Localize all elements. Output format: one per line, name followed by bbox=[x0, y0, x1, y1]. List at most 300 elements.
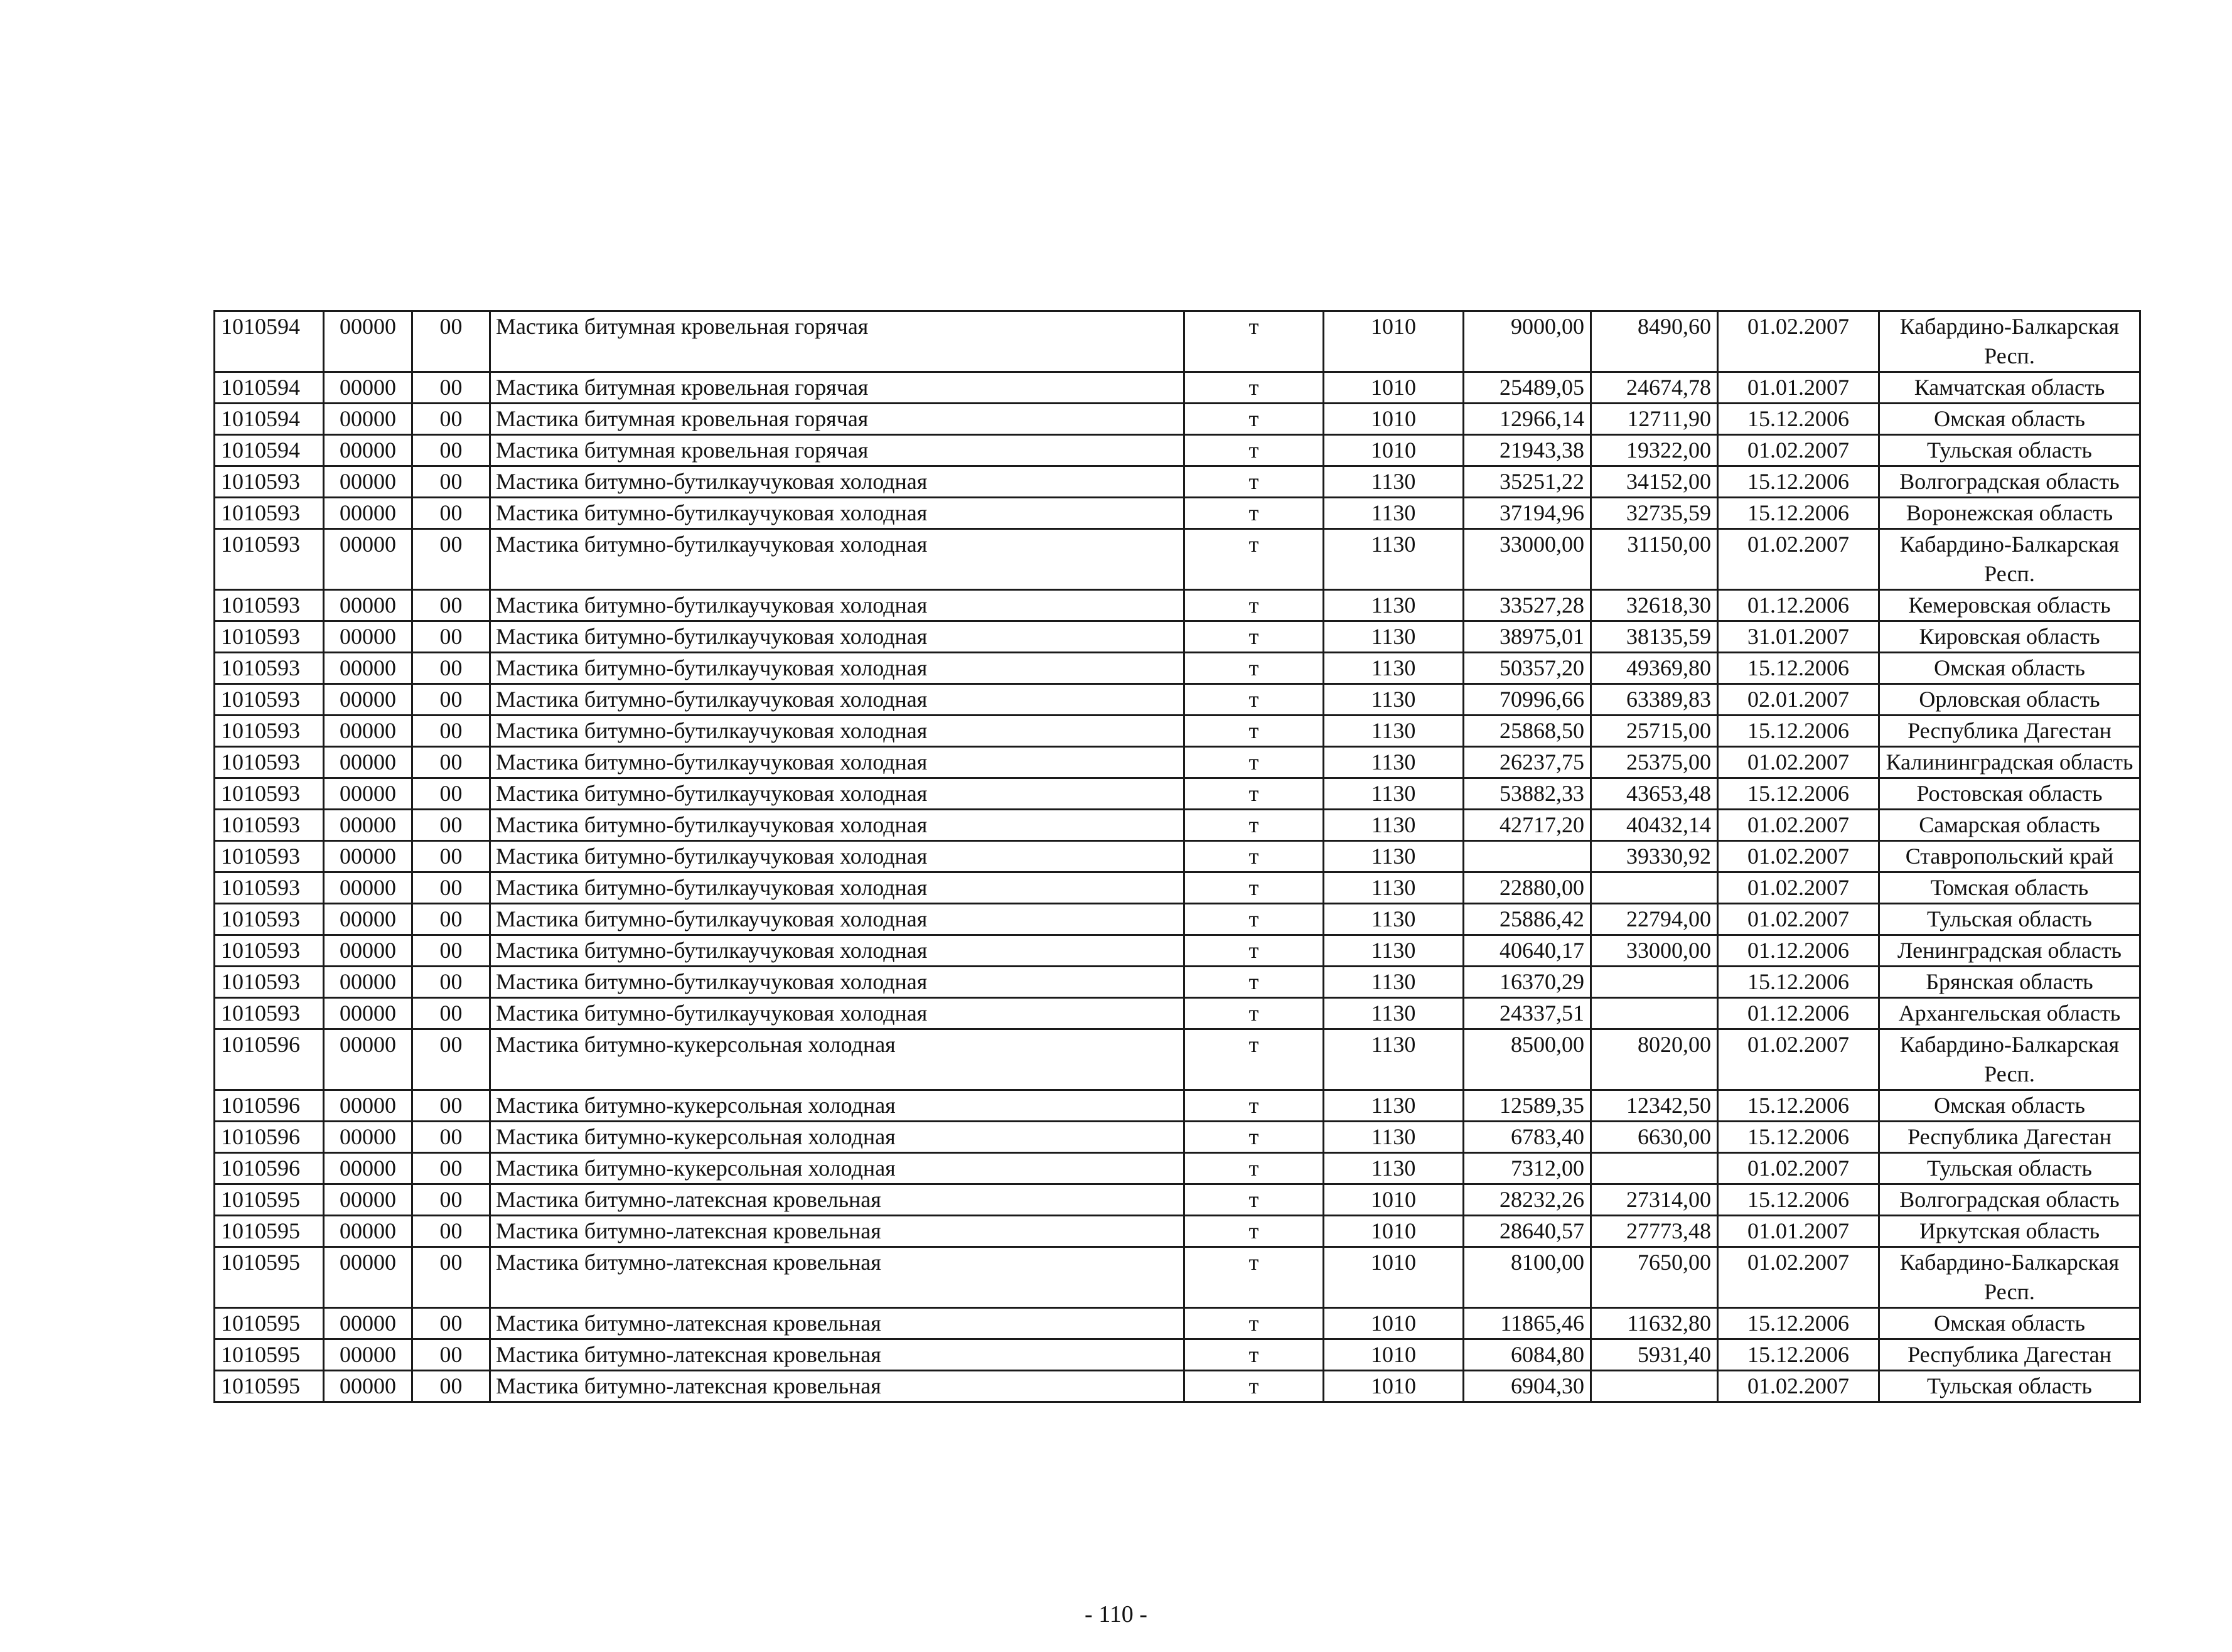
cell-price-2: 8490,60 bbox=[1591, 311, 1718, 372]
cell-code: 1010593 bbox=[215, 466, 324, 498]
cell-code: 1010596 bbox=[215, 1029, 324, 1090]
cell-date: 01.12.2006 bbox=[1718, 590, 1879, 621]
cell-subcode: 00000 bbox=[324, 1339, 412, 1371]
cell-price-2: 34152,00 bbox=[1591, 466, 1718, 498]
cell-date: 15.12.2006 bbox=[1718, 778, 1879, 810]
cell-code: 1010593 bbox=[215, 747, 324, 778]
cell-material-name: Мастика битумно-латексная кровельная bbox=[490, 1308, 1184, 1339]
cell-region: Омская область bbox=[1879, 404, 2140, 435]
cell-region: Иркутская область bbox=[1879, 1216, 2140, 1247]
cell-date: 02.01.2007 bbox=[1718, 684, 1879, 716]
table-row bbox=[215, 778, 2140, 810]
cell-subcode-2: 00 bbox=[412, 841, 490, 872]
cell-code: 1010595 bbox=[215, 1216, 324, 1247]
cell-unit: т bbox=[1184, 872, 1324, 904]
cell-group-code: 1130 bbox=[1324, 904, 1464, 935]
cell-price-1: 28232,26 bbox=[1464, 1184, 1591, 1216]
table-row bbox=[215, 590, 2140, 621]
cell-code: 1010593 bbox=[215, 653, 324, 684]
table-row bbox=[215, 810, 2140, 841]
cell-code: 1010594 bbox=[215, 404, 324, 435]
table-row bbox=[215, 1029, 2140, 1090]
cell-date: 01.12.2006 bbox=[1718, 935, 1879, 967]
table-row bbox=[215, 684, 2140, 716]
cell-unit: т bbox=[1184, 1371, 1324, 1402]
cell-price-2: 12342,50 bbox=[1591, 1090, 1718, 1122]
cell-region: Омская область bbox=[1879, 653, 2140, 684]
cell-date: 15.12.2006 bbox=[1718, 653, 1879, 684]
cell-unit: т bbox=[1184, 1122, 1324, 1153]
cell-price-1: 37194,96 bbox=[1464, 498, 1591, 529]
cell-unit: т bbox=[1184, 1090, 1324, 1122]
cell-subcode: 00000 bbox=[324, 778, 412, 810]
cell-unit: т bbox=[1184, 998, 1324, 1029]
cell-price-1: 12966,14 bbox=[1464, 404, 1591, 435]
cell-unit: т bbox=[1184, 967, 1324, 998]
cell-subcode: 00000 bbox=[324, 498, 412, 529]
table-row bbox=[215, 1122, 2140, 1153]
cell-material-name: Мастика битумно-бутилкаучуковая холодная bbox=[490, 778, 1184, 810]
cell-group-code: 1010 bbox=[1324, 435, 1464, 466]
cell-group-code: 1010 bbox=[1324, 1308, 1464, 1339]
cell-region: Орловская область bbox=[1879, 684, 2140, 716]
cell-subcode: 00000 bbox=[324, 841, 412, 872]
cell-unit: т bbox=[1184, 810, 1324, 841]
cell-code: 1010593 bbox=[215, 967, 324, 998]
cell-price-1: 6783,40 bbox=[1464, 1122, 1591, 1153]
table-row bbox=[215, 435, 2140, 466]
cell-price-2: 8020,00 bbox=[1591, 1029, 1718, 1090]
cell-subcode-2: 00 bbox=[412, 653, 490, 684]
cell-price-1: 35251,22 bbox=[1464, 466, 1591, 498]
cell-group-code: 1130 bbox=[1324, 967, 1464, 998]
cell-price-2: 49369,80 bbox=[1591, 653, 1718, 684]
cell-code: 1010593 bbox=[215, 935, 324, 967]
cell-material-name: Мастика битумно-кукерсольная холодная bbox=[490, 1029, 1184, 1090]
cell-material-name: Мастика битумно-кукерсольная холодная bbox=[490, 1153, 1184, 1184]
cell-subcode: 00000 bbox=[324, 1371, 412, 1402]
cell-group-code: 1130 bbox=[1324, 778, 1464, 810]
cell-price-2 bbox=[1591, 998, 1718, 1029]
cell-date: 15.12.2006 bbox=[1718, 498, 1879, 529]
cell-material-name: Мастика битумно-бутилкаучуковая холодная bbox=[490, 967, 1184, 998]
cell-subcode: 00000 bbox=[324, 935, 412, 967]
cell-subcode-2: 00 bbox=[412, 498, 490, 529]
cell-material-name: Мастика битумно-бутилкаучуковая холодная bbox=[490, 904, 1184, 935]
cell-subcode: 00000 bbox=[324, 653, 412, 684]
cell-date: 01.12.2006 bbox=[1718, 998, 1879, 1029]
cell-price-1: 70996,66 bbox=[1464, 684, 1591, 716]
cell-subcode: 00000 bbox=[324, 621, 412, 653]
cell-unit: т bbox=[1184, 590, 1324, 621]
cell-material-name: Мастика битумно-латексная кровельная bbox=[490, 1184, 1184, 1216]
cell-price-2: 24674,78 bbox=[1591, 372, 1718, 404]
cell-group-code: 1130 bbox=[1324, 1153, 1464, 1184]
cell-subcode-2: 00 bbox=[412, 435, 490, 466]
cell-material-name: Мастика битумная кровельная горячая bbox=[490, 372, 1184, 404]
cell-subcode: 00000 bbox=[324, 967, 412, 998]
cell-unit: т bbox=[1184, 529, 1324, 590]
cell-price-1: 25868,50 bbox=[1464, 716, 1591, 747]
cell-subcode: 00000 bbox=[324, 998, 412, 1029]
cell-code: 1010596 bbox=[215, 1122, 324, 1153]
cell-region: Кабардино-Балкарская Респ. bbox=[1879, 529, 2140, 590]
cell-date: 15.12.2006 bbox=[1718, 1122, 1879, 1153]
cell-region: Республика Дагестан bbox=[1879, 1339, 2140, 1371]
cell-price-1: 28640,57 bbox=[1464, 1216, 1591, 1247]
cell-subcode: 00000 bbox=[324, 747, 412, 778]
cell-date: 15.12.2006 bbox=[1718, 967, 1879, 998]
table-row bbox=[215, 841, 2140, 872]
table-row bbox=[215, 935, 2140, 967]
cell-code: 1010593 bbox=[215, 904, 324, 935]
cell-price-1: 8100,00 bbox=[1464, 1247, 1591, 1308]
cell-unit: т bbox=[1184, 1216, 1324, 1247]
cell-group-code: 1130 bbox=[1324, 590, 1464, 621]
cell-unit: т bbox=[1184, 621, 1324, 653]
table-row bbox=[215, 1216, 2140, 1247]
cell-price-2: 5931,40 bbox=[1591, 1339, 1718, 1371]
cell-region: Ленинградская область bbox=[1879, 935, 2140, 967]
cell-unit: т bbox=[1184, 1247, 1324, 1308]
cell-price-2 bbox=[1591, 1153, 1718, 1184]
cell-region: Тульская область bbox=[1879, 1153, 2140, 1184]
cell-region: Воронежская область bbox=[1879, 498, 2140, 529]
cell-code: 1010594 bbox=[215, 372, 324, 404]
cell-price-1: 38975,01 bbox=[1464, 621, 1591, 653]
cell-date: 01.02.2007 bbox=[1718, 841, 1879, 872]
cell-material-name: Мастика битумно-бутилкаучуковая холодная bbox=[490, 872, 1184, 904]
cell-price-2: 11632,80 bbox=[1591, 1308, 1718, 1339]
table-row bbox=[215, 872, 2140, 904]
cell-price-1: 16370,29 bbox=[1464, 967, 1591, 998]
cell-unit: т bbox=[1184, 404, 1324, 435]
cell-group-code: 1130 bbox=[1324, 466, 1464, 498]
cell-group-code: 1130 bbox=[1324, 1122, 1464, 1153]
cell-date: 15.12.2006 bbox=[1718, 466, 1879, 498]
cell-subcode-2: 00 bbox=[412, 935, 490, 967]
cell-material-name: Мастика битумно-бутилкаучуковая холодная bbox=[490, 747, 1184, 778]
cell-price-2: 27314,00 bbox=[1591, 1184, 1718, 1216]
cell-subcode: 00000 bbox=[324, 311, 412, 372]
cell-region: Ростовская область bbox=[1879, 778, 2140, 810]
cell-price-2: 31150,00 bbox=[1591, 529, 1718, 590]
cell-unit: т bbox=[1184, 372, 1324, 404]
cell-date: 15.12.2006 bbox=[1718, 1184, 1879, 1216]
table-row bbox=[215, 653, 2140, 684]
cell-subcode: 00000 bbox=[324, 904, 412, 935]
cell-price-2 bbox=[1591, 967, 1718, 998]
cell-price-2: 40432,14 bbox=[1591, 810, 1718, 841]
cell-material-name: Мастика битумно-бутилкаучуковая холодная bbox=[490, 653, 1184, 684]
cell-price-2: 32735,59 bbox=[1591, 498, 1718, 529]
cell-region: Брянская область bbox=[1879, 967, 2140, 998]
table-row bbox=[215, 1184, 2140, 1216]
cell-subcode-2: 00 bbox=[412, 778, 490, 810]
cell-subcode: 00000 bbox=[324, 1122, 412, 1153]
cell-subcode: 00000 bbox=[324, 872, 412, 904]
cell-material-name: Мастика битумно-бутилкаучуковая холодная bbox=[490, 810, 1184, 841]
cell-group-code: 1010 bbox=[1324, 311, 1464, 372]
cell-unit: т bbox=[1184, 684, 1324, 716]
cell-price-1: 50357,20 bbox=[1464, 653, 1591, 684]
table-row bbox=[215, 967, 2140, 998]
cell-price-1: 8500,00 bbox=[1464, 1029, 1591, 1090]
cell-code: 1010593 bbox=[215, 872, 324, 904]
cell-region: Кабардино-Балкарская Респ. bbox=[1879, 311, 2140, 372]
cell-date: 01.02.2007 bbox=[1718, 529, 1879, 590]
table-row bbox=[215, 904, 2140, 935]
cell-group-code: 1130 bbox=[1324, 716, 1464, 747]
cell-unit: т bbox=[1184, 1184, 1324, 1216]
cell-price-1: 25489,05 bbox=[1464, 372, 1591, 404]
cell-material-name: Мастика битумная кровельная горячая bbox=[490, 404, 1184, 435]
cell-material-name: Мастика битумная кровельная горячая bbox=[490, 435, 1184, 466]
cell-group-code: 1130 bbox=[1324, 653, 1464, 684]
cell-price-1: 26237,75 bbox=[1464, 747, 1591, 778]
cell-price-1: 42717,20 bbox=[1464, 810, 1591, 841]
cell-subcode-2: 00 bbox=[412, 1122, 490, 1153]
cell-region: Тульская область bbox=[1879, 1371, 2140, 1402]
cell-material-name: Мастика битумно-кукерсольная холодная bbox=[490, 1090, 1184, 1122]
cell-unit: т bbox=[1184, 1339, 1324, 1371]
table-row bbox=[215, 998, 2140, 1029]
cell-material-name: Мастика битумно-бутилкаучуковая холодная bbox=[490, 466, 1184, 498]
cell-group-code: 1130 bbox=[1324, 998, 1464, 1029]
table-row bbox=[215, 466, 2140, 498]
cell-subcode-2: 00 bbox=[412, 404, 490, 435]
cell-date: 15.12.2006 bbox=[1718, 1339, 1879, 1371]
cell-date: 31.01.2007 bbox=[1718, 621, 1879, 653]
cell-price-2: 38135,59 bbox=[1591, 621, 1718, 653]
cell-unit: т bbox=[1184, 778, 1324, 810]
cell-material-name: Мастика битумно-бутилкаучуковая холодная bbox=[490, 716, 1184, 747]
cell-code: 1010594 bbox=[215, 435, 324, 466]
cell-code: 1010595 bbox=[215, 1247, 324, 1308]
cell-price-2: 27773,48 bbox=[1591, 1216, 1718, 1247]
cell-price-1: 53882,33 bbox=[1464, 778, 1591, 810]
cell-code: 1010593 bbox=[215, 716, 324, 747]
cell-subcode: 00000 bbox=[324, 1247, 412, 1308]
cell-price-2: 25715,00 bbox=[1591, 716, 1718, 747]
table-row bbox=[215, 1371, 2140, 1402]
cell-subcode-2: 00 bbox=[412, 747, 490, 778]
cell-material-name: Мастика битумно-латексная кровельная bbox=[490, 1247, 1184, 1308]
table-row bbox=[215, 1090, 2140, 1122]
cell-material-name: Мастика битумно-латексная кровельная bbox=[490, 1339, 1184, 1371]
cell-date: 01.02.2007 bbox=[1718, 810, 1879, 841]
cell-subcode-2: 00 bbox=[412, 1090, 490, 1122]
cell-region: Кабардино-Балкарская Респ. bbox=[1879, 1029, 2140, 1090]
cell-price-1: 33000,00 bbox=[1464, 529, 1591, 590]
cell-date: 01.02.2007 bbox=[1718, 1247, 1879, 1308]
cell-unit: т bbox=[1184, 904, 1324, 935]
cell-group-code: 1130 bbox=[1324, 1029, 1464, 1090]
cell-subcode-2: 00 bbox=[412, 1371, 490, 1402]
cell-subcode: 00000 bbox=[324, 1153, 412, 1184]
cell-price-1: 7312,00 bbox=[1464, 1153, 1591, 1184]
cell-region: Ставропольский край bbox=[1879, 841, 2140, 872]
cell-subcode: 00000 bbox=[324, 466, 412, 498]
cell-group-code: 1130 bbox=[1324, 747, 1464, 778]
cell-unit: т bbox=[1184, 747, 1324, 778]
page-number: - 110 - bbox=[1085, 1601, 1147, 1628]
cell-group-code: 1130 bbox=[1324, 810, 1464, 841]
cell-subcode-2: 00 bbox=[412, 716, 490, 747]
cell-price-1 bbox=[1464, 841, 1591, 872]
cell-material-name: Мастика битумно-бутилкаучуковая холодная bbox=[490, 998, 1184, 1029]
cell-subcode-2: 00 bbox=[412, 466, 490, 498]
cell-group-code: 1130 bbox=[1324, 1090, 1464, 1122]
cell-unit: т bbox=[1184, 1029, 1324, 1090]
cell-subcode: 00000 bbox=[324, 404, 412, 435]
cell-code: 1010595 bbox=[215, 1308, 324, 1339]
cell-code: 1010593 bbox=[215, 621, 324, 653]
cell-group-code: 1130 bbox=[1324, 935, 1464, 967]
cell-code: 1010593 bbox=[215, 590, 324, 621]
cell-code: 1010593 bbox=[215, 778, 324, 810]
cell-subcode-2: 00 bbox=[412, 1247, 490, 1308]
cell-region: Калининградская область bbox=[1879, 747, 2140, 778]
cell-group-code: 1010 bbox=[1324, 404, 1464, 435]
cell-unit: т bbox=[1184, 841, 1324, 872]
cell-group-code: 1130 bbox=[1324, 841, 1464, 872]
cell-subcode-2: 00 bbox=[412, 590, 490, 621]
cell-code: 1010593 bbox=[215, 841, 324, 872]
cell-subcode: 00000 bbox=[324, 1216, 412, 1247]
cell-material-name: Мастика битумная кровельная горячая bbox=[490, 311, 1184, 372]
cell-subcode-2: 00 bbox=[412, 311, 490, 372]
cell-unit: т bbox=[1184, 653, 1324, 684]
cell-group-code: 1130 bbox=[1324, 872, 1464, 904]
cell-unit: т bbox=[1184, 498, 1324, 529]
cell-date: 01.02.2007 bbox=[1718, 435, 1879, 466]
cell-price-1: 6904,30 bbox=[1464, 1371, 1591, 1402]
table-row bbox=[215, 1247, 2140, 1308]
cell-date: 01.02.2007 bbox=[1718, 1153, 1879, 1184]
cell-code: 1010595 bbox=[215, 1371, 324, 1402]
cell-unit: т bbox=[1184, 466, 1324, 498]
cell-group-code: 1010 bbox=[1324, 1339, 1464, 1371]
table-row bbox=[215, 372, 2140, 404]
cell-subcode-2: 00 bbox=[412, 684, 490, 716]
cell-code: 1010593 bbox=[215, 810, 324, 841]
cell-date: 01.02.2007 bbox=[1718, 872, 1879, 904]
cell-region: Волгоградская область bbox=[1879, 466, 2140, 498]
cell-price-2 bbox=[1591, 1371, 1718, 1402]
table-row bbox=[215, 1153, 2140, 1184]
cell-subcode: 00000 bbox=[324, 810, 412, 841]
cell-subcode: 00000 bbox=[324, 372, 412, 404]
cell-region: Тульская область bbox=[1879, 435, 2140, 466]
cell-code: 1010593 bbox=[215, 998, 324, 1029]
cell-price-2 bbox=[1591, 872, 1718, 904]
cell-material-name: Мастика битумно-бутилкаучуковая холодная bbox=[490, 621, 1184, 653]
cell-subcode: 00000 bbox=[324, 529, 412, 590]
cell-subcode-2: 00 bbox=[412, 967, 490, 998]
table-row bbox=[215, 1339, 2140, 1371]
cell-material-name: Мастика битумно-латексная кровельная bbox=[490, 1216, 1184, 1247]
cell-subcode-2: 00 bbox=[412, 1339, 490, 1371]
cell-date: 01.02.2007 bbox=[1718, 1371, 1879, 1402]
cell-price-1: 24337,51 bbox=[1464, 998, 1591, 1029]
cell-date: 01.02.2007 bbox=[1718, 904, 1879, 935]
cell-material-name: Мастика битумно-кукерсольная холодная bbox=[490, 1122, 1184, 1153]
price-table bbox=[213, 310, 2141, 1403]
cell-date: 15.12.2006 bbox=[1718, 716, 1879, 747]
table-row bbox=[215, 529, 2140, 590]
cell-subcode-2: 00 bbox=[412, 529, 490, 590]
cell-material-name: Мастика битумно-бутилкаучуковая холодная bbox=[490, 684, 1184, 716]
cell-group-code: 1130 bbox=[1324, 498, 1464, 529]
cell-date: 01.02.2007 bbox=[1718, 311, 1879, 372]
cell-code: 1010593 bbox=[215, 529, 324, 590]
cell-subcode: 00000 bbox=[324, 590, 412, 621]
cell-region: Кировская область bbox=[1879, 621, 2140, 653]
cell-subcode: 00000 bbox=[324, 716, 412, 747]
table-row bbox=[215, 498, 2140, 529]
cell-region: Республика Дагестан bbox=[1879, 1122, 2140, 1153]
cell-date: 15.12.2006 bbox=[1718, 404, 1879, 435]
cell-price-2: 19322,00 bbox=[1591, 435, 1718, 466]
cell-code: 1010593 bbox=[215, 684, 324, 716]
cell-date: 01.01.2007 bbox=[1718, 372, 1879, 404]
cell-price-1: 12589,35 bbox=[1464, 1090, 1591, 1122]
table-row bbox=[215, 621, 2140, 653]
cell-group-code: 1010 bbox=[1324, 1184, 1464, 1216]
cell-subcode-2: 00 bbox=[412, 372, 490, 404]
cell-subcode-2: 00 bbox=[412, 1308, 490, 1339]
cell-subcode-2: 00 bbox=[412, 1216, 490, 1247]
cell-price-1: 22880,00 bbox=[1464, 872, 1591, 904]
cell-region: Кемеровская область bbox=[1879, 590, 2140, 621]
cell-region: Тульская область bbox=[1879, 904, 2140, 935]
cell-subcode: 00000 bbox=[324, 435, 412, 466]
cell-code: 1010596 bbox=[215, 1090, 324, 1122]
cell-group-code: 1010 bbox=[1324, 1247, 1464, 1308]
cell-code: 1010593 bbox=[215, 498, 324, 529]
cell-region: Архангельская область bbox=[1879, 998, 2140, 1029]
cell-region: Омская область bbox=[1879, 1090, 2140, 1122]
cell-price-2: 32618,30 bbox=[1591, 590, 1718, 621]
cell-material-name: Мастика битумно-латексная кровельная bbox=[490, 1371, 1184, 1402]
cell-price-2: 12711,90 bbox=[1591, 404, 1718, 435]
cell-subcode: 00000 bbox=[324, 684, 412, 716]
cell-region: Самарская область bbox=[1879, 810, 2140, 841]
cell-unit: т bbox=[1184, 1153, 1324, 1184]
cell-price-2: 39330,92 bbox=[1591, 841, 1718, 872]
cell-group-code: 1130 bbox=[1324, 529, 1464, 590]
cell-subcode: 00000 bbox=[324, 1308, 412, 1339]
cell-subcode-2: 00 bbox=[412, 621, 490, 653]
cell-price-1: 11865,46 bbox=[1464, 1308, 1591, 1339]
cell-price-2: 7650,00 bbox=[1591, 1247, 1718, 1308]
cell-price-1: 21943,38 bbox=[1464, 435, 1591, 466]
cell-subcode: 00000 bbox=[324, 1090, 412, 1122]
cell-subcode-2: 00 bbox=[412, 810, 490, 841]
cell-material-name: Мастика битумно-бутилкаучуковая холодная bbox=[490, 529, 1184, 590]
cell-material-name: Мастика битумно-бутилкаучуковая холодная bbox=[490, 841, 1184, 872]
cell-material-name: Мастика битумно-бутилкаучуковая холодная bbox=[490, 498, 1184, 529]
cell-subcode-2: 00 bbox=[412, 904, 490, 935]
cell-subcode-2: 00 bbox=[412, 872, 490, 904]
cell-date: 01.02.2007 bbox=[1718, 1029, 1879, 1090]
cell-region: Республика Дагестан bbox=[1879, 716, 2140, 747]
cell-code: 1010595 bbox=[215, 1339, 324, 1371]
cell-date: 01.02.2007 bbox=[1718, 747, 1879, 778]
cell-unit: т bbox=[1184, 311, 1324, 372]
cell-region: Камчатская область bbox=[1879, 372, 2140, 404]
